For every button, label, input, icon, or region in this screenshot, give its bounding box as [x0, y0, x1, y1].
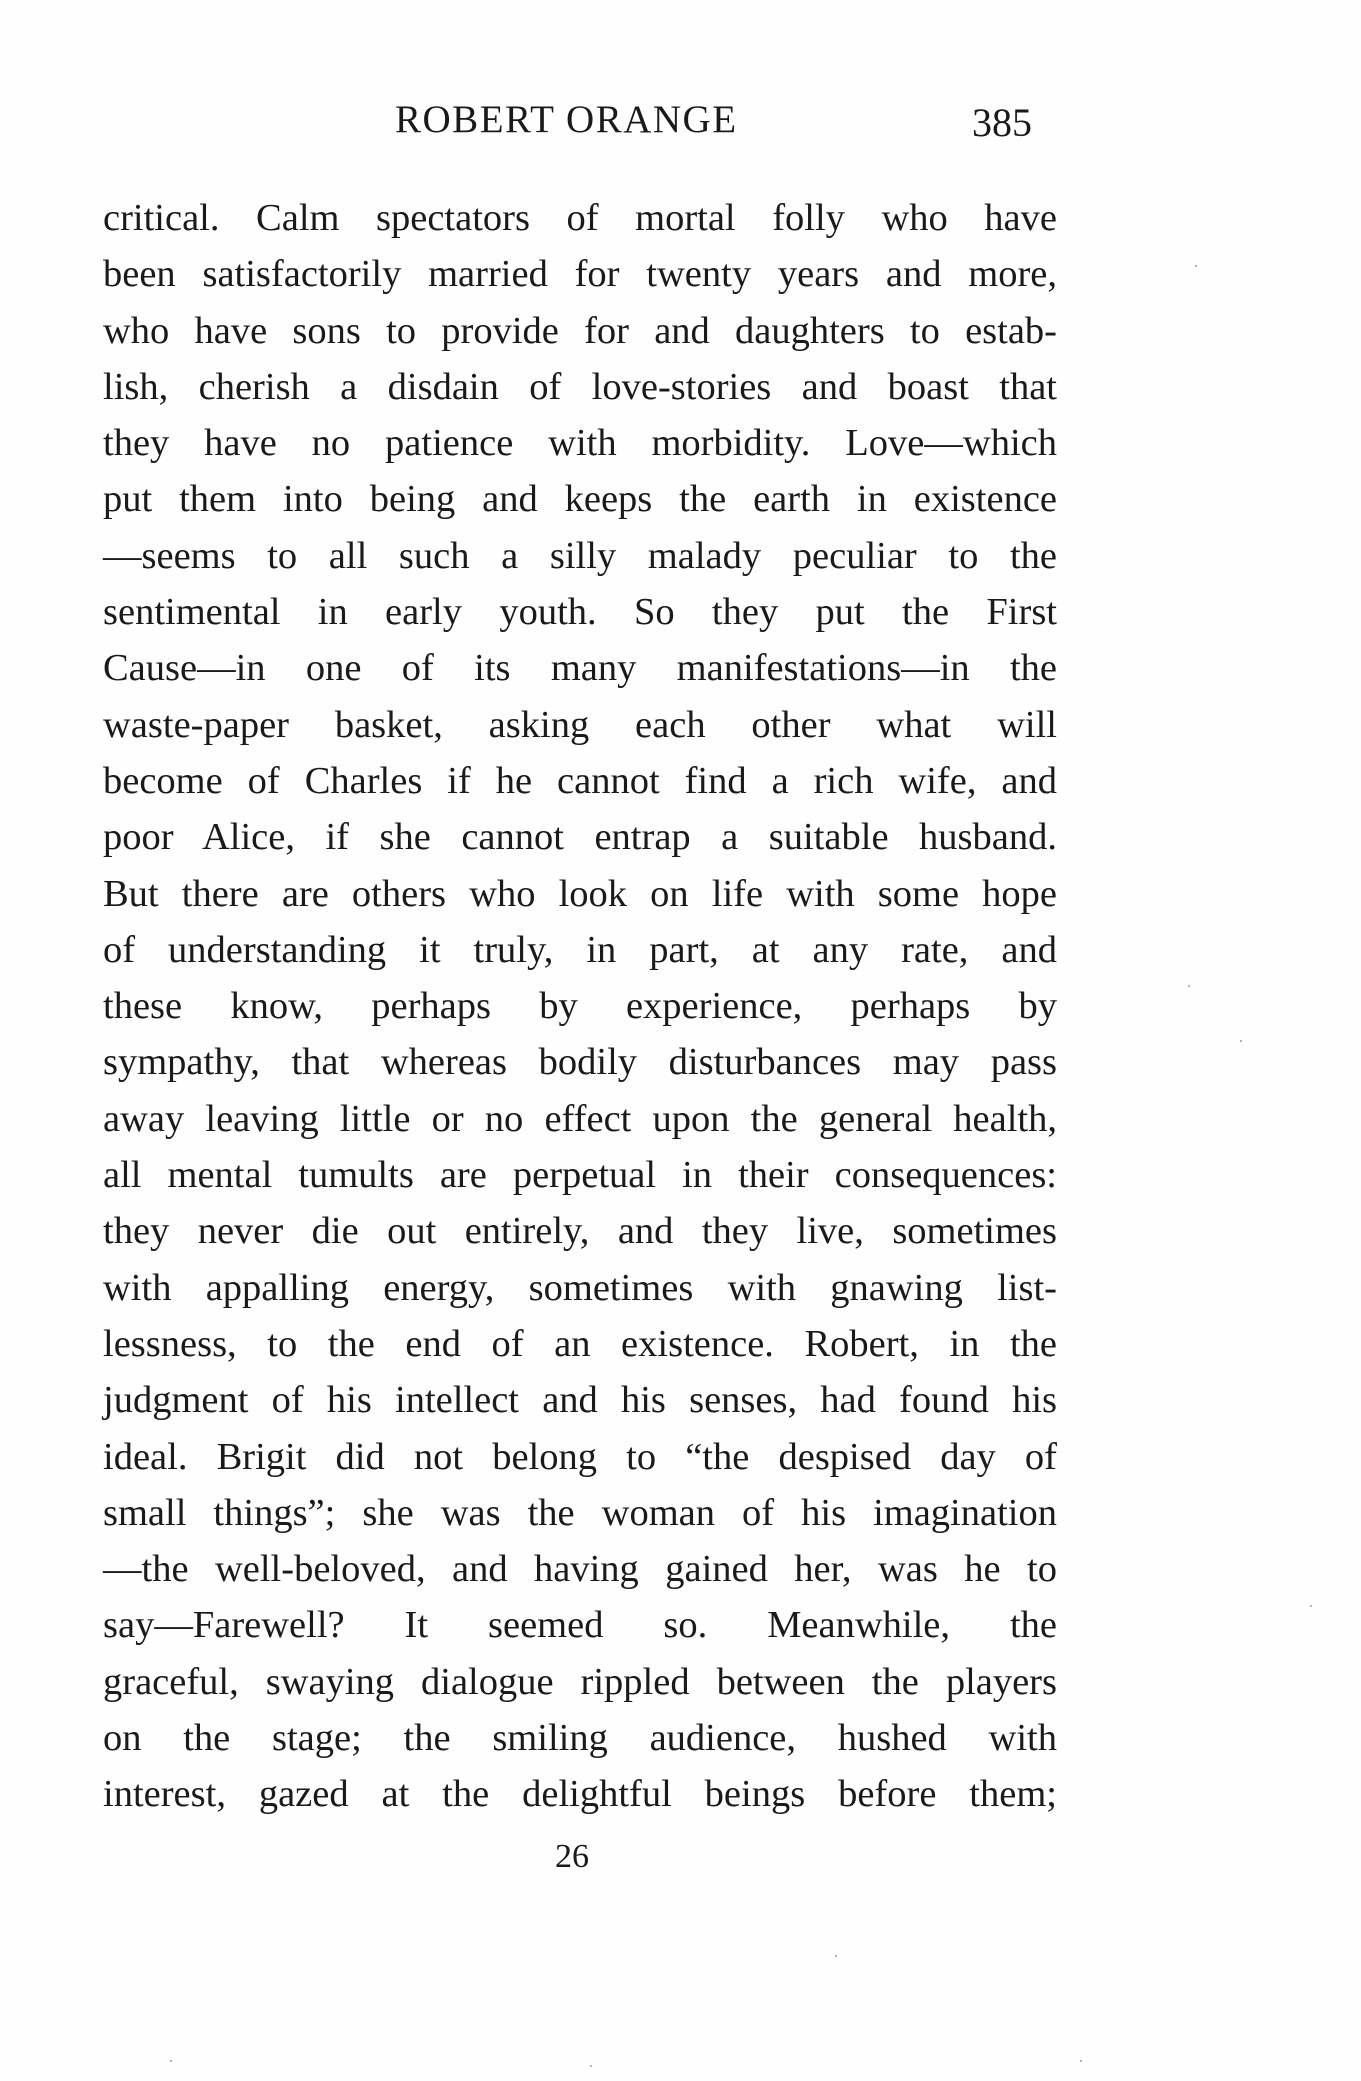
paper-speck: [835, 1955, 837, 1957]
text-line: —the well-beloved, and having gained her, was he to: [103, 1548, 1057, 1591]
text-line: small things”; she was the woman of his imagination: [103, 1491, 1057, 1534]
paper-speck: [1240, 1040, 1242, 1042]
text-line: poor Alice, if she cannot entrap a suitable husband.: [103, 816, 1057, 859]
text-line: away leaving little or no effect upon the general health,: [103, 1097, 1057, 1140]
text-line: say—Farewell? It seemed so. Meanwhile, the: [103, 1604, 1057, 1647]
paper-speck: [1310, 1605, 1312, 1607]
text-line: with appalling energy, sometimes with gnawing list-: [103, 1266, 1057, 1309]
text-line: —seems to all such a silly malady peculiar to the: [103, 534, 1057, 577]
paper-speck: [590, 2065, 592, 2067]
paper-speck: [1080, 2060, 1082, 2062]
text-line: graceful, swaying dialogue rippled between the players: [103, 1660, 1057, 1703]
text-line: on the stage; the smiling audience, hushed with: [103, 1717, 1057, 1760]
page-number: 385: [972, 100, 1032, 145]
text-line: become of Charles if he cannot find a rich wife, and: [103, 759, 1057, 802]
text-line: judgment of his intellect and his senses, had found his: [103, 1379, 1057, 1422]
text-line: all mental tumults are perpetual in their consequences:: [103, 1154, 1057, 1197]
text-line: waste-paper basket, asking each other what will: [103, 703, 1057, 746]
text-line: these know, perhaps by experience, perhaps by: [103, 985, 1057, 1028]
text-line: they have no patience with morbidity. Love—which: [103, 422, 1057, 465]
text-line: put them into being and keeps the earth in existence: [103, 478, 1057, 521]
text-line: critical. Calm spectators of mortal folly who have: [103, 197, 1057, 239]
text-line: sentimental in early youth. So they put the First: [103, 591, 1057, 634]
text-line: of understanding it truly, in part, at any rate, and: [103, 928, 1057, 971]
signature-mark: 26: [555, 1838, 589, 1875]
paper-speck: [170, 2060, 172, 2062]
paper-speck: [1188, 985, 1190, 987]
text-line: lish, cherish a disdain of love-stories and boast that: [103, 365, 1057, 408]
text-line: lessness, to the end of an existence. Robert, in the: [103, 1322, 1057, 1365]
text-line: Cause—in one of its many manifestations—in the: [103, 647, 1057, 690]
running-title: ROBERT ORANGE: [395, 98, 738, 141]
text-line: ideal. Brigit did not belong to “the despised day of: [103, 1435, 1057, 1478]
text-line: who have sons to provide for and daughters to estab-: [103, 309, 1057, 352]
paper-speck: [1195, 265, 1197, 267]
text-line: been satisfactorily married for twenty years and more,: [103, 253, 1057, 296]
text-line: interest, gazed at the delightful beings before them;: [103, 1773, 1057, 1816]
text-line: sympathy, that whereas bodily disturbances may pass: [103, 1041, 1057, 1084]
text-line: But there are others who look on life with some hope: [103, 872, 1057, 915]
body-text: [103, 190, 1057, 1823]
text-line: they never die out entirely, and they live, sometimes: [103, 1210, 1057, 1253]
